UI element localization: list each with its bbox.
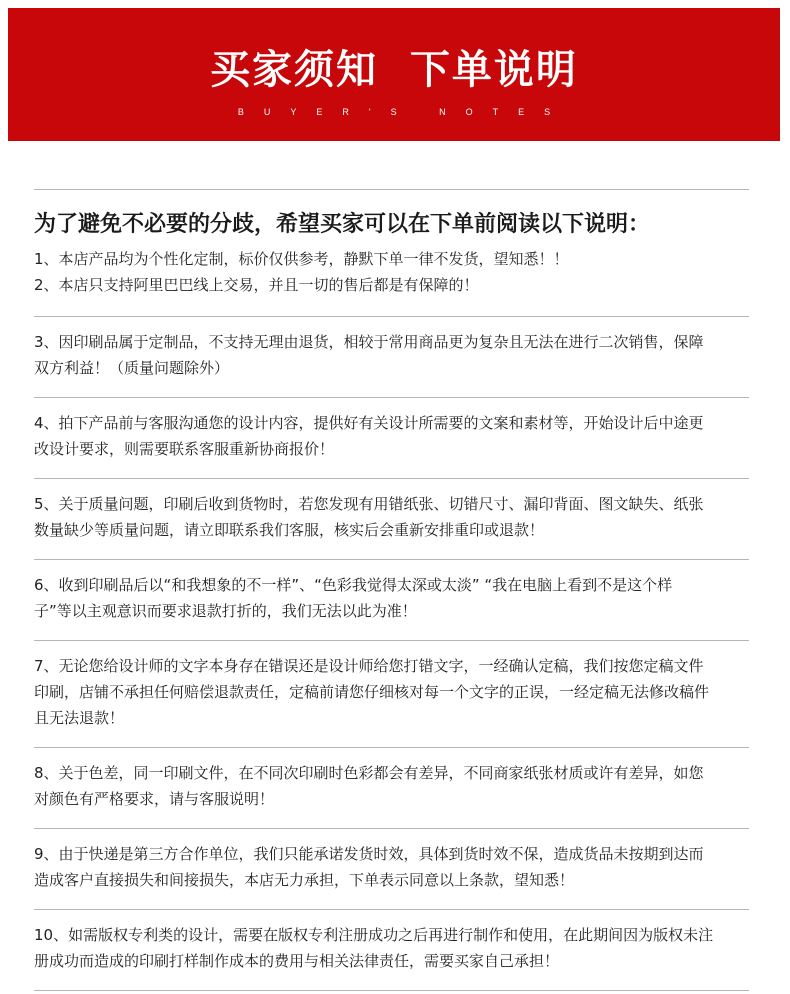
divider (34, 189, 749, 190)
note-9 (34, 829, 749, 909)
note-line: 造成客户直接损失和间接损失，本店无力承担，下单表示同意以上条款，望知悉！ (34, 871, 575, 889)
note-line: 册成功而造成的印刷打样制作成本的费用与相关法律责任，需要买家自己承担！ (34, 952, 560, 970)
page-subtitle: BUYER'S NOTES (237, 107, 571, 117)
note-7 (34, 641, 749, 747)
note-line: 5、关于质量问题，印刷后收到货物时，若您发现有用错纸张、切错尺寸、漏印背面、图文缺失、纸张 (34, 495, 704, 513)
note-line: 7、无论您给设计师的文字本身存在错误还是设计师给您打错文字，一经确认定稿，我们按您定稿文件 (34, 657, 704, 675)
note-line: 且无法退款！ (34, 709, 125, 727)
note-line: 改设计要求，则需要联系客服重新协商报价！ (34, 440, 335, 458)
note-line: 10、如需版权专利类的设计，需要在版权专利注册成功之后再进行制作和使用，在此期间因为版权未注 (34, 926, 714, 944)
note-5 (34, 479, 749, 559)
note-line: 8、关于色差，同一印刷文件，在不同次印刷时色彩都会有差异，不同商家纸张材质或许有差异，如您 (34, 764, 704, 782)
notes-content (34, 189, 749, 991)
note-line: 9、由于快递是第三方合作单位，我们只能承诺发货时效，具体到货时效不保，造成货品未按期到达而 (34, 845, 704, 863)
note-line: 双方利益！（质量问题除外） (34, 359, 230, 377)
note-2: 2、本店只支持阿里巴巴线上交易，并且一切的售后都是有保障的！ (34, 276, 479, 294)
note-line: 3、因印刷品属于定制品，不支持无理由退货，相较于常用商品更为复杂且无法在进行二次销售，保障 (34, 333, 704, 351)
note-3 (34, 317, 749, 397)
note-line: 4、拍下产品前与客服沟通您的设计内容，提供好有关设计所需要的文案和素材等，开始设计后中途更 (34, 414, 704, 432)
note-6 (34, 560, 749, 640)
note-line: 6、收到印刷品后以“和我想象的不一样”、“色彩我觉得太深或太淡” “我在电脑上看到不是这个样 (34, 576, 673, 594)
note-line: 数量缺少等质量问题，请立即联系我们客服，核实后会重新安排重印或退款！ (34, 521, 545, 539)
note-line: 子”等以主观意识而要求退款打折的，我们无法以此为准！ (34, 602, 417, 620)
note-group-1-2 (34, 240, 749, 316)
note-1: 1、本店产品均为个性化定制，标价仅供参考，静默下单一律不发货，望知悉！！ (34, 250, 569, 268)
note-8 (34, 748, 749, 828)
page-title: 买家须知 下单说明 (210, 47, 578, 93)
intro-heading: 为了避免不必要的分歧，希望买家可以在下单前阅读以下说明： (34, 212, 651, 237)
note-line: 印刷，店铺不承担任何赔偿退款责任，定稿前请您仔细核对每一个文字的正误，一经定稿无法修改稿件 (34, 683, 710, 701)
header-banner (8, 8, 780, 141)
note-4 (34, 398, 749, 478)
divider (34, 990, 749, 991)
note-line: 对颜色有严格要求，请与客服说明！ (34, 790, 275, 808)
note-10 (34, 910, 749, 990)
